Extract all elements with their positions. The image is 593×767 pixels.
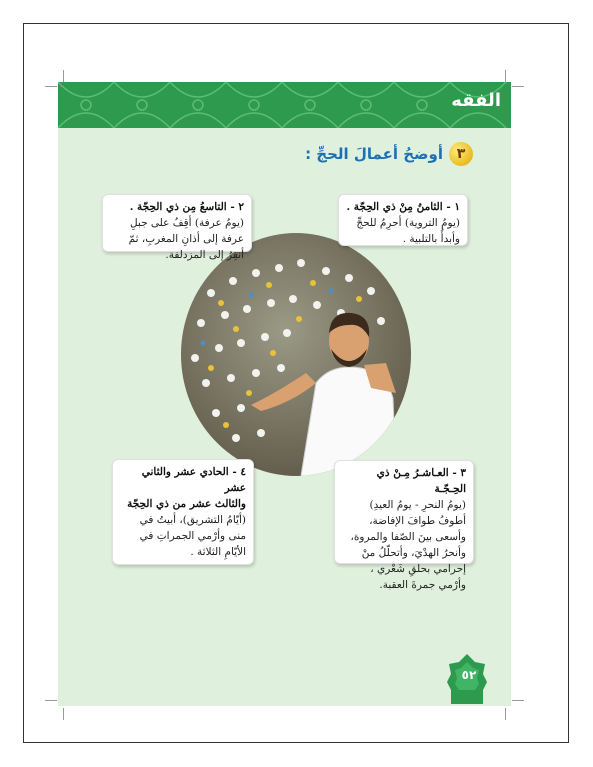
- hajj-step-card-1: [338, 194, 468, 246]
- crop-mark: [512, 700, 524, 701]
- hajj-step-card-3: [334, 460, 474, 591]
- crop-mark: [512, 86, 524, 87]
- step-body: (يومُ التروية) أحرِمُ للحجِّ وأبدأُ بالتلبية .: [356, 217, 460, 245]
- question-text: أوضحُ أعمالَ الحجِّ :: [305, 145, 443, 163]
- step-title: ٣ - العـاشـرُ مِـنْ ذي الحِـجّـة: [376, 467, 466, 495]
- crowd-illustration: [181, 233, 411, 476]
- arabesque-pattern: [58, 82, 511, 128]
- step-body: (يومُ النحرِ - يومُ العيدِ) أطوفُ طوافَ الإفاضة، وأسعى بينَ الصّفا والمروة، وأنحرُ الهدْيَ، وأتحلّلُ منْ إحرامي بحلقِ شَعْري ، وأرْمي جمرةَ العقبة.: [350, 499, 466, 591]
- step-title: ٤ - الحادي عشر والثاني عشر: [141, 466, 246, 494]
- header-banner: [58, 82, 511, 128]
- crop-mark: [63, 70, 64, 82]
- step-body: (أيّامُ التشريق)، أبيتُ في منى وأرْمي الجمراتِ في الأيّامِ الثلاثة .: [139, 514, 246, 558]
- crop-mark: [505, 70, 506, 82]
- question-heading: [305, 142, 473, 166]
- hajj-step-card-4: [112, 459, 254, 565]
- question-number-badge: ٣: [449, 142, 473, 166]
- hajj-step-card-2: [102, 194, 252, 261]
- step-title: ١ - الثامنُ مِنْ ذي الحِجّة .: [346, 201, 460, 213]
- page-number: ٥٢: [461, 668, 477, 682]
- pilgrims-photo: [181, 233, 411, 476]
- subject-title: الفقه: [451, 90, 501, 111]
- step-title: ٢ - التاسعُ مِن ذي الحِجّة .: [129, 201, 244, 213]
- step-title-line2: والثالث عشر من ذي الحِجّة: [127, 498, 246, 510]
- crop-mark: [63, 708, 64, 720]
- crop-mark: [45, 700, 57, 701]
- crop-mark: [505, 708, 506, 720]
- step-body: (يومُ عرفة) أقِفُ على جبلِ عرفة إلى أذانِ المغربِ، ثمّ أنفِرُ إلى المزدلفة.: [128, 217, 244, 261]
- crop-mark: [45, 86, 57, 87]
